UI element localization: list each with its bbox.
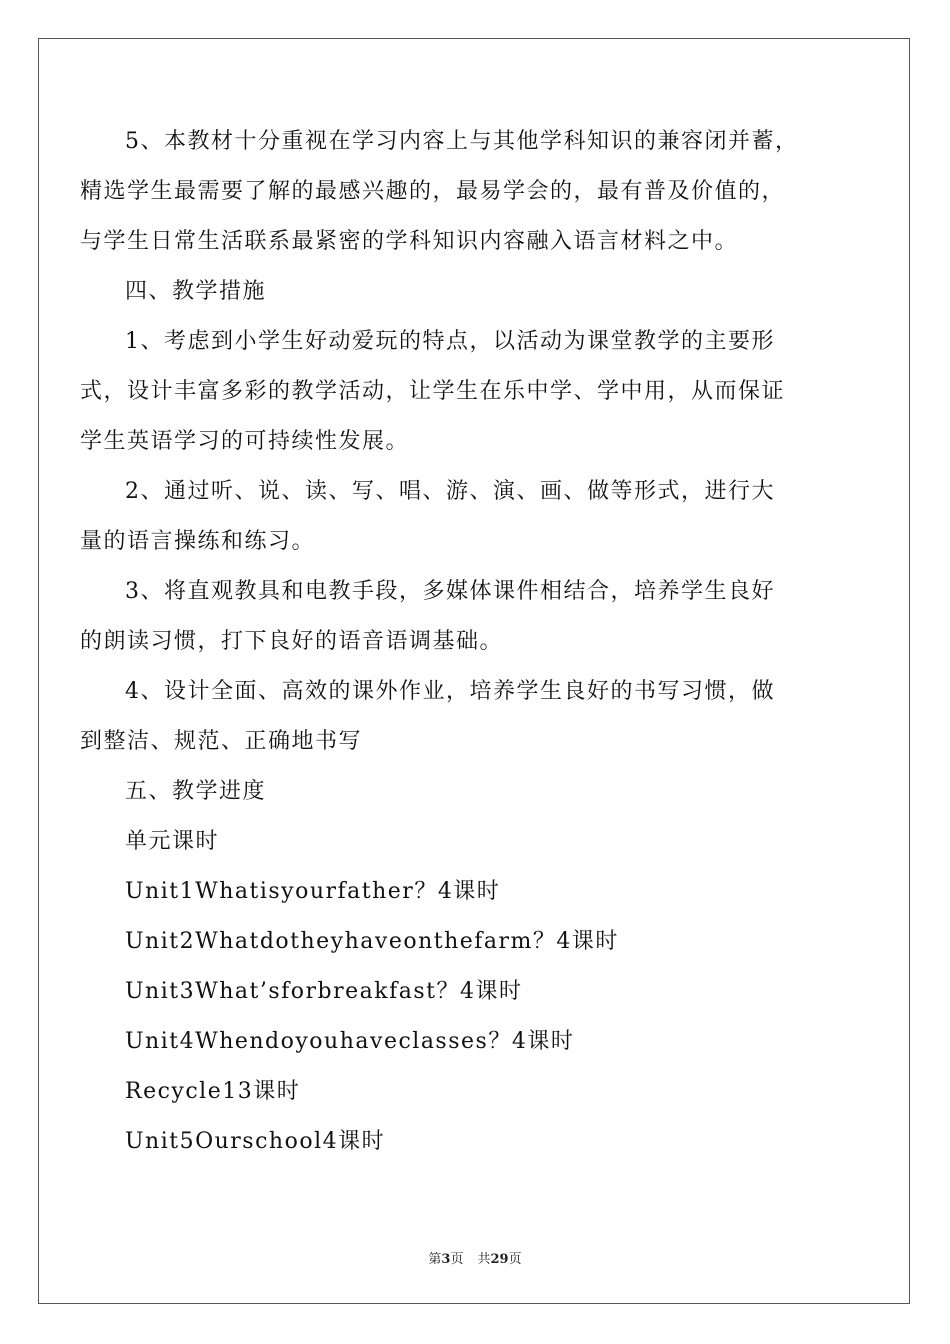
paragraph-line: 1、考虑到小学生好动爱玩的特点，以活动为课堂教学的主要形 [125, 329, 775, 354]
schedule-row: Unit4Whendoyouhaveclasses？4课时 [125, 1029, 575, 1054]
section-heading: 五、教学进度 [125, 779, 267, 804]
paragraph-line: 2、通过听、说、读、写、唱、游、演、画、做等形式，进行大 [125, 479, 775, 504]
paragraph-line: 4、设计全面、高效的课外作业，培养学生良好的书写习惯，做 [125, 679, 775, 704]
paragraph-line: 学生英语学习的可持续性发展。 [80, 429, 410, 454]
schedule-row: Recycle13课时 [125, 1079, 301, 1104]
total-suffix: 页 [508, 1252, 522, 1267]
schedule-row: Unit3What’sforbreakfast？4课时 [125, 979, 523, 1004]
schedule-row: Unit2Whatdotheyhaveonthefarm？4课时 [125, 929, 619, 954]
total-pages: 29 [490, 1252, 509, 1267]
schedule-row: Unit5Ourschool4课时 [125, 1129, 386, 1154]
page-footer [0, 1248, 950, 1267]
schedule-header: 单元课时 [125, 829, 220, 854]
paragraph-line: 3、将直观教具和电教手段，多媒体课件相结合，培养学生良好 [125, 579, 775, 604]
paragraph-line: 的朗读习惯，打下良好的语音语调基础。 [80, 629, 504, 654]
page-suffix: 页 [450, 1252, 464, 1267]
schedule-row: Unit1Whatisyourfather？4课时 [125, 879, 501, 904]
paragraph-line: 精选学生最需要了解的最感兴趣的，最易学会的，最有普及价值的， [80, 179, 786, 204]
paragraph-line: 式，设计丰富多彩的教学活动，让学生在乐中学、学中用，从而保证 [80, 379, 786, 404]
document-body [80, 127, 840, 1177]
page-number: 3 [441, 1252, 451, 1267]
paragraph-line: 到整洁、规范、正确地书写 [80, 729, 363, 754]
section-heading: 四、教学措施 [125, 279, 267, 304]
total-prefix: 共 [477, 1252, 491, 1267]
paragraph-line: 与学生日常生活联系最紧密的学科知识内容融入语言材料之中。 [80, 229, 739, 254]
page-prefix: 第 [428, 1252, 442, 1267]
paragraph-line: 5、本教材十分重视在学习内容上与其他学科知识的兼容闭并蓄， [125, 129, 799, 154]
paragraph-line: 量的语言操练和练习。 [80, 529, 316, 554]
